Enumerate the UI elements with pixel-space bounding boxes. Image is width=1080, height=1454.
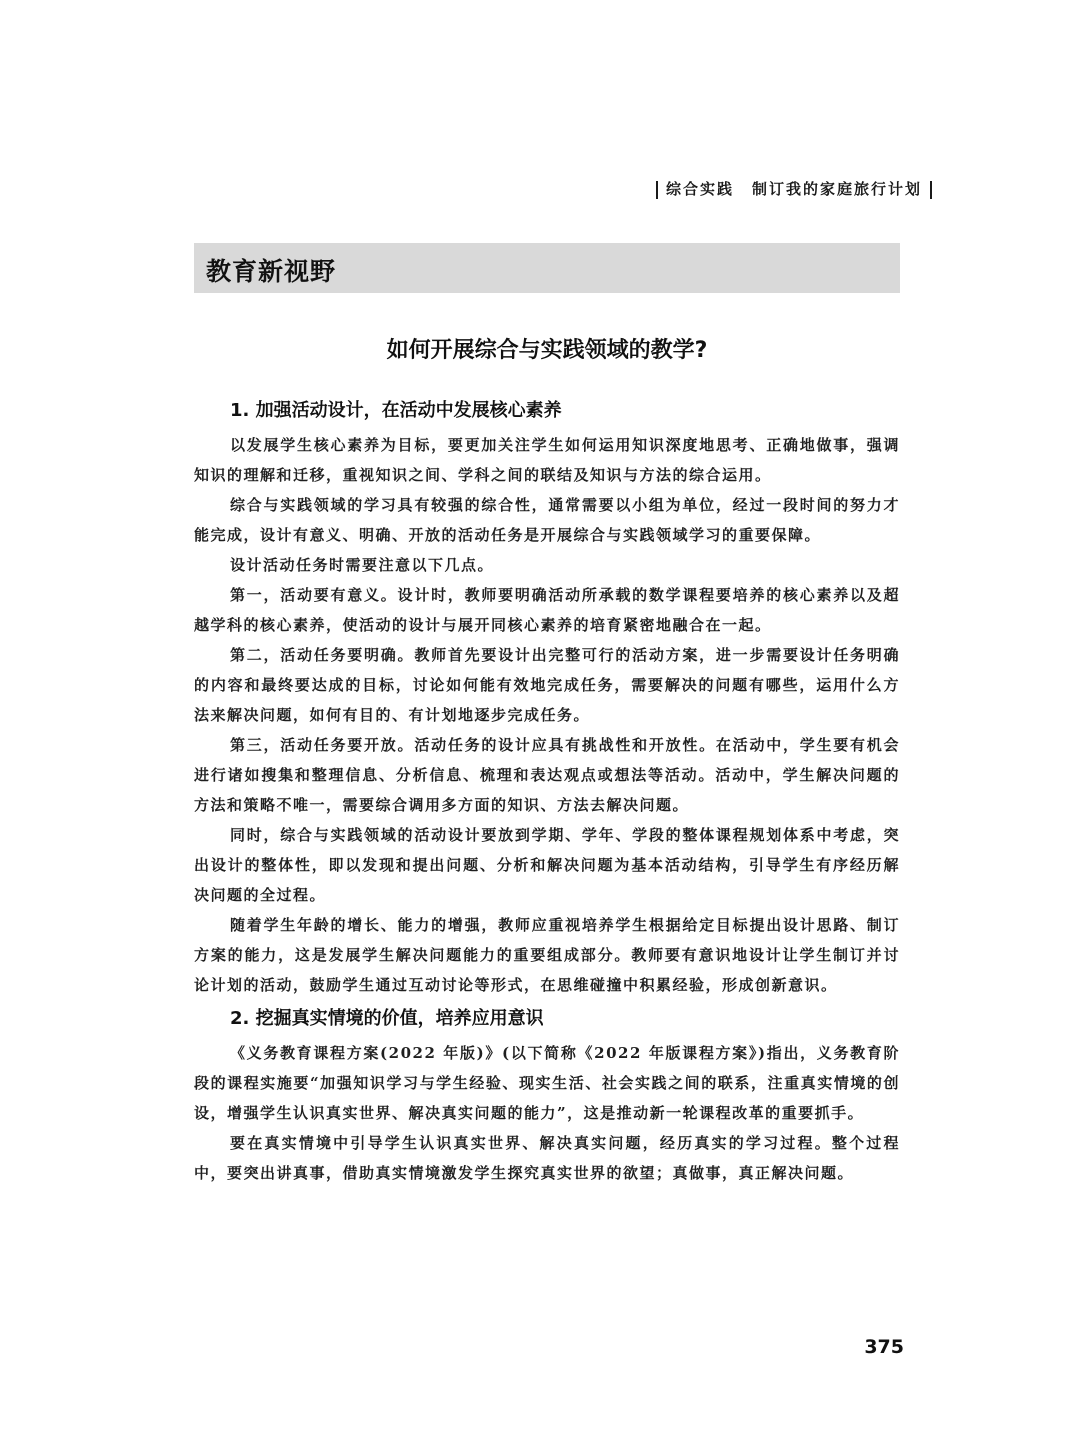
paragraph: 第一，活动要有意义。设计时，教师要明确活动所承载的数学课程要培养的核心素养以及超越学科的核心素养，使活动的设计与展开同核心素养的培育紧密地融合在一起。 [194, 586, 900, 634]
paragraph: 随着学生年龄的增长、能力的增强，教师应重视培养学生根据给定目标提出设计思路、制订方案的能力，这是发展学生解决问题能力的重要组成部分。教师要有意识地设计让学生制订并讨论计划的活动，鼓励学生通过互动讨论等形式，在思维碰撞中积累经验，形成创新意识。 [194, 916, 900, 994]
paragraph: 第三，活动任务要开放。活动任务的设计应具有挑战性和开放性。在活动中，学生要有机会进行诸如搜集和整理信息、分析信息、梳理和表达观点或想法等活动。活动中，学生解决问题的方法和策略不唯一，需要综合调用多方面的知识、方法去解决问题。 [194, 736, 900, 814]
article-title: 如何开展综合与实践领域的教学? [386, 338, 708, 363]
paragraph: 以发展学生核心素养为目标，要更加关注学生如何运用知识深度地思考、正确地做事，强调知识的理解和迁移，重视知识之间、学科之间的联结及知识与方法的综合运用。 [194, 436, 900, 484]
article-body [194, 396, 900, 1188]
running-header [648, 178, 940, 199]
header-divider-left [656, 181, 658, 199]
banner-title: 教育新视野 [206, 257, 337, 286]
paragraph: 同时，综合与实践领域的活动设计要放到学期、学年、学段的整体课程规划体系中考虑，突出设计的整体性，即以发现和提出问题、分析和解决问题为基本活动结构，引导学生有序经历解决问题的全过程。 [194, 826, 900, 904]
paragraph: 综合与实践领域的学习具有较强的综合性，通常需要以小组为单位，经过一段时间的努力才能完成，设计有意义、明确、开放的活动任务是开展综合与实践领域学习的重要保障。 [194, 496, 900, 544]
header-chapter: 制订我的家庭旅行计划 [751, 180, 922, 198]
paragraph: 《义务教育课程方案(2022 年版)》(以下简称《2022 年版课程方案》)指出，义务教育阶段的课程实施要“加强知识学习与学生经验、现实生活、社会实践之间的联系，注重真实情境的创设，增强学生认识真实世界、解决真实问题的能力”，这是推动新一轮课程改革的重要抓手。 [194, 1044, 900, 1122]
page-number: 375 [864, 1336, 904, 1358]
paragraph: 设计活动任务时需要注意以下几点。 [230, 556, 495, 574]
header-section: 综合实践 [665, 180, 734, 198]
section-banner [194, 243, 900, 293]
header-divider-right [930, 181, 932, 199]
paragraph: 要在真实情境中引导学生认识真实世界、解决真实问题，经历真实的学习过程。整个过程中，要突出讲真事，借助真实情境激发学生探究真实世界的欲望；真做事，真正解决问题。 [194, 1134, 900, 1182]
section-heading: 2. 挖掘真实情境的价值，培养应用意识 [230, 1008, 544, 1029]
paragraph: 第二，活动任务要明确。教师首先要设计出完整可行的活动方案，进一步需要设计任务明确的内容和最终要达成的目标，讨论如何能有效地完成任务，需要解决的问题有哪些，运用什么方法来解决问题，如何有目的、有计划地逐步完成任务。 [194, 646, 900, 724]
section-heading: 1. 加强活动设计，在活动中发展核心素养 [230, 400, 562, 421]
